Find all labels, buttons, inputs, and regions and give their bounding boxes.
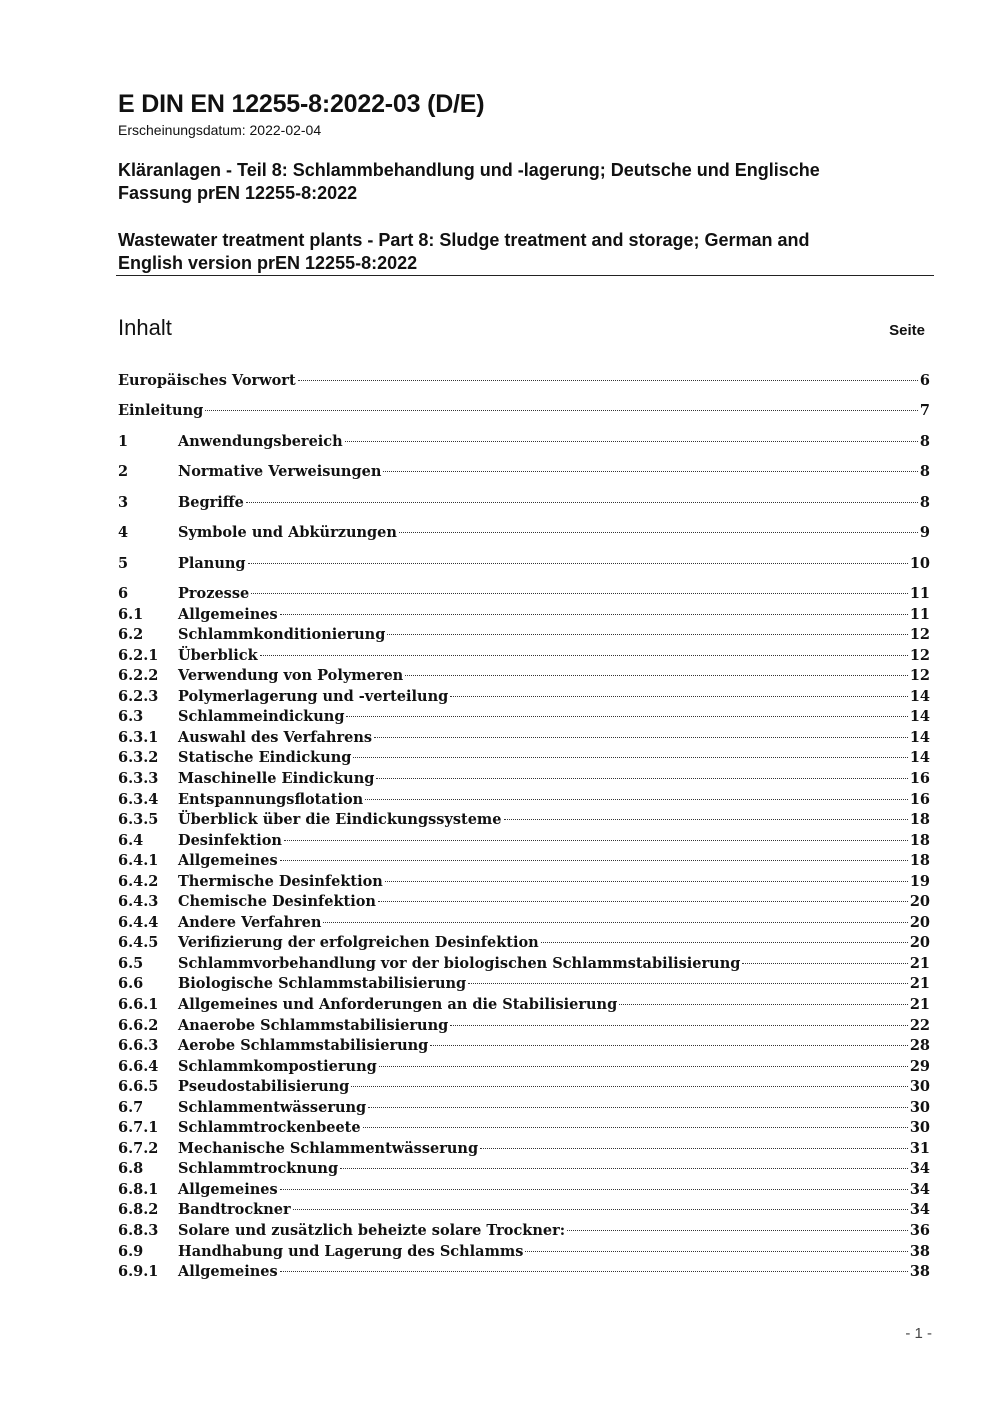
toc-entry[interactable] [118, 749, 930, 769]
toc-entry-number: 6.4.2 [118, 873, 159, 890]
toc-entry-number: 6.3 [118, 708, 144, 725]
toc-entry[interactable] [118, 1119, 930, 1139]
toc-dot-leader [293, 1209, 908, 1210]
toc-entry-page: 14 [909, 688, 930, 705]
toc-entry-number: 6.3.5 [118, 811, 159, 828]
publication-date: Erscheinungsdatum: 2022-02-04 [118, 122, 322, 138]
toc-entry-page: 7 [919, 402, 930, 419]
toc-entry[interactable] [118, 1099, 930, 1119]
toc-entry-number: 6.7 [118, 1099, 144, 1116]
toc-entry-number: 6 [118, 585, 129, 602]
toc-entry-title: Thermische Desinfektion [178, 873, 383, 890]
toc-entry-number: 6.3.3 [118, 770, 159, 787]
toc-entry-title: Biologische Schlammstabilisierung [178, 975, 467, 992]
toc-entry[interactable] [118, 1017, 930, 1037]
toc-entry-number: 6.9.1 [118, 1263, 159, 1280]
toc-entry-page: 8 [919, 463, 930, 480]
toc-entry-page: 30 [909, 1119, 930, 1136]
toc-entry-number: 6.4 [118, 832, 144, 849]
toc-entry-number: 6.4.3 [118, 893, 159, 910]
toc-entry-page: 18 [909, 811, 930, 828]
toc-entry-title: Planung [178, 555, 246, 572]
toc-entry-title: Schlammentwässerung [178, 1099, 367, 1116]
toc-entry[interactable] [118, 402, 930, 422]
toc-entry-page: 38 [909, 1243, 930, 1260]
toc-page-column-label: Seite [889, 322, 925, 339]
toc-entry-title: Maschinelle Eindickung [178, 770, 375, 787]
toc-dot-leader [405, 675, 908, 676]
toc-entry[interactable] [118, 729, 930, 749]
toc-entry-title: Handhabung und Lagerung des Schlamms [178, 1243, 524, 1260]
toc-entry-title: Schlammkonditionierung [178, 626, 386, 643]
toc-entry-page: 38 [909, 1263, 930, 1280]
toc-entry-page: 11 [909, 585, 930, 602]
toc-entry[interactable] [118, 626, 930, 646]
toc-entry-page: 8 [919, 494, 930, 511]
toc-dot-leader [280, 1189, 908, 1190]
toc-dot-leader [387, 634, 907, 635]
toc-entry-title: Prozesse [178, 585, 250, 602]
toc-entry[interactable] [118, 1181, 930, 1201]
toc-entry-page: 12 [909, 667, 930, 684]
toc-dot-leader [376, 778, 907, 779]
toc-entry-title: Verifizierung der erfolgreichen Desinfektion [178, 934, 539, 951]
toc-dot-leader [363, 1127, 908, 1128]
toc-entry[interactable] [118, 770, 930, 790]
toc-entry-title: Bandtrockner [178, 1201, 291, 1218]
toc-dot-leader [284, 840, 908, 841]
toc-entry-title: Schlammtrocknung [178, 1160, 339, 1177]
toc-entry-title: Allgemeines und Anforderungen an die Stabilisierung [178, 996, 618, 1013]
toc-entry-title: Allgemeines [178, 1263, 278, 1280]
toc-entry-page: 20 [909, 893, 930, 910]
toc-entry-page: 21 [909, 955, 930, 972]
toc-dot-leader [248, 563, 908, 564]
toc-entry[interactable] [118, 667, 930, 687]
toc-entry-title: Einleitung [118, 402, 204, 419]
toc-entry[interactable] [118, 1160, 930, 1180]
toc-entry-page: 34 [909, 1160, 930, 1177]
toc-entry-page: 8 [919, 433, 930, 450]
toc-entry[interactable] [118, 1037, 930, 1057]
toc-entry[interactable] [118, 1222, 930, 1242]
toc-entry-title: Mechanische Schlammentwässerung [178, 1140, 479, 1157]
toc-dot-leader [385, 881, 908, 882]
toc-entry-page: 21 [909, 975, 930, 992]
toc-entry-page: 28 [909, 1037, 930, 1054]
toc-entry-number: 6.8.3 [118, 1222, 159, 1239]
toc-entry[interactable] [118, 606, 930, 626]
toc-entry-page: 30 [909, 1099, 930, 1116]
toc-dot-leader [260, 655, 908, 656]
toc-entry[interactable] [118, 873, 930, 893]
toc-entry-title: Begriffe [178, 494, 244, 511]
toc-entry-page: 12 [909, 626, 930, 643]
toc-entry-title: Schlammkompostierung [178, 1058, 377, 1075]
toc-entry-number: 6.8.1 [118, 1181, 159, 1198]
toc-entry-number: 6.8 [118, 1160, 144, 1177]
toc-dot-leader [504, 819, 908, 820]
toc-entry[interactable] [118, 524, 930, 544]
toc-entry-number: 6.4.5 [118, 934, 159, 951]
toc-entry-page: 12 [909, 647, 930, 664]
toc-entry[interactable] [118, 811, 930, 831]
toc-entry[interactable] [118, 934, 930, 954]
toc-entry-page: 30 [909, 1078, 930, 1095]
title-german-line-2: Fassung prEN 12255-8:2022 [118, 183, 358, 203]
toc-dot-leader [450, 1025, 908, 1026]
toc-dot-leader [368, 1107, 908, 1108]
toc-entry-number: 1 [118, 433, 129, 450]
toc-entry[interactable] [118, 494, 930, 514]
toc-dot-leader [399, 532, 918, 533]
toc-entry[interactable] [118, 975, 930, 995]
doc-id: E DIN EN 12255-8:2022-03 (D/E) [118, 90, 485, 118]
toc-entry-title: Anwendungsbereich [178, 433, 343, 450]
toc-entry[interactable] [118, 852, 930, 872]
header-divider [116, 275, 934, 276]
toc-dot-leader [430, 1045, 908, 1046]
toc-entry-page: 14 [909, 708, 930, 725]
toc-entry-title: Überblick über die Eindickungssysteme [178, 811, 502, 828]
toc-dot-leader [525, 1251, 907, 1252]
toc-dot-leader [450, 696, 908, 697]
toc-entry[interactable] [118, 893, 930, 913]
toc-entry-number: 6.6 [118, 975, 144, 992]
toc-entry[interactable] [118, 1201, 930, 1221]
toc-entry-page: 16 [909, 791, 930, 808]
toc-entry[interactable] [118, 955, 930, 975]
toc-entry-page: 11 [909, 606, 930, 623]
toc-dot-leader [541, 942, 908, 943]
toc-entry-number: 6.6.3 [118, 1037, 159, 1054]
toc-entry-page: 14 [909, 749, 930, 766]
toc-entry-title: Chemische Desinfektion [178, 893, 376, 910]
toc-entry[interactable] [118, 555, 930, 575]
toc-entry-page: 29 [909, 1058, 930, 1075]
title-english [118, 229, 918, 275]
toc-dot-leader [280, 614, 908, 615]
toc-entry-title: Schlammvorbehandlung vor der biologischen Schlammstabilisierung [178, 955, 741, 972]
toc-dot-leader [246, 502, 918, 503]
toc-entry-title: Andere Verfahren [178, 914, 322, 931]
toc-dot-leader [383, 471, 918, 472]
toc-dot-leader [280, 1271, 908, 1272]
toc-entry-title: Polymerlagerung und -verteilung [178, 688, 449, 705]
toc-entry-title: Anaerobe Schlammstabilisierung [178, 1017, 449, 1034]
toc-entry-page: 6 [919, 372, 930, 389]
toc-entry-number: 6.6.5 [118, 1078, 159, 1095]
toc-entry-number: 6.2.1 [118, 647, 159, 664]
toc-entry-page: 20 [909, 914, 930, 931]
title-english-line-2: English version prEN 12255-8:2022 [118, 253, 418, 273]
toc-entry-page: 31 [909, 1140, 930, 1157]
toc-entry[interactable] [118, 708, 930, 728]
toc-entry-title: Entspannungsflotation [178, 791, 364, 808]
toc-entry[interactable] [118, 791, 930, 811]
toc-entry-title: Schlammtrockenbeete [178, 1119, 361, 1136]
toc-dot-leader [346, 716, 907, 717]
toc-dot-leader [468, 983, 908, 984]
toc-entry[interactable] [118, 433, 930, 453]
toc-entry-number: 6.9 [118, 1243, 144, 1260]
toc-entry[interactable] [118, 1058, 930, 1078]
title-german-line-1: Kläranlagen - Teil 8: Schlammbehandlung und -lagerung; Deutsche und Englische [118, 160, 820, 180]
toc-entry-title: Normative Verweisungen [178, 463, 382, 480]
toc-dot-leader [480, 1148, 908, 1149]
toc-dot-leader [378, 901, 908, 902]
toc-entry-title: Aerobe Schlammstabilisierung [178, 1037, 429, 1054]
toc-entry-page: 34 [909, 1181, 930, 1198]
toc-entry-number: 6.6.2 [118, 1017, 159, 1034]
title-english-line-1: Wastewater treatment plants - Part 8: Sludge treatment and storage; German and [118, 230, 810, 250]
toc-entry-page: 18 [909, 852, 930, 869]
toc-entry-title: Allgemeines [178, 852, 278, 869]
toc-entry-title: Verwendung von Polymeren [178, 667, 404, 684]
toc-entry[interactable] [118, 463, 930, 483]
toc-entry-page: 14 [909, 729, 930, 746]
toc-entry[interactable] [118, 688, 930, 708]
toc-dot-leader [742, 963, 907, 964]
toc-entry-title: Allgemeines [178, 606, 278, 623]
page-number: - 1 - [905, 1325, 932, 1342]
toc-entry[interactable] [118, 585, 930, 605]
toc-entry[interactable] [118, 1243, 930, 1263]
toc-entry-page: 22 [909, 1017, 930, 1034]
toc-entry-title: Auswahl des Verfahrens [178, 729, 373, 746]
toc-entry-number: 6.6.4 [118, 1058, 159, 1075]
toc-entry-title: Überblick [178, 647, 258, 664]
toc-entry-number: 6.2.3 [118, 688, 159, 705]
toc-entry-number: 6.3.1 [118, 729, 159, 746]
toc-entry[interactable] [118, 832, 930, 852]
toc-entry-number: 6.8.2 [118, 1201, 159, 1218]
toc-entry-title: Europäisches Vorwort [118, 372, 296, 389]
toc-entry-number: 6.4.1 [118, 852, 159, 869]
toc-entry[interactable] [118, 1263, 930, 1283]
toc-dot-leader [298, 380, 918, 381]
toc-entry[interactable] [118, 1140, 930, 1160]
toc-entry-page: 10 [909, 555, 930, 572]
toc-entry[interactable] [118, 647, 930, 667]
toc-dot-leader [280, 860, 908, 861]
toc-entry-number: 6.7.1 [118, 1119, 159, 1136]
toc-dot-leader [205, 410, 918, 411]
toc-entry-number: 3 [118, 494, 129, 511]
toc-entry-page: 18 [909, 832, 930, 849]
toc-entry-number: 5 [118, 555, 129, 572]
toc-dot-leader [619, 1004, 908, 1005]
toc-dot-leader [374, 737, 908, 738]
toc-entry-title: Pseudostabilisierung [178, 1078, 350, 1095]
toc-dot-leader [345, 441, 918, 442]
toc-entry-page: 16 [909, 770, 930, 787]
toc-entry-number: 6.2 [118, 626, 144, 643]
toc-entry-number: 6.2.2 [118, 667, 159, 684]
toc-entry-page: 21 [909, 996, 930, 1013]
toc-entry-page: 20 [909, 934, 930, 951]
toc-entry-number: 2 [118, 463, 129, 480]
toc-dot-leader [379, 1066, 908, 1067]
toc-entry-number: 6.3.4 [118, 791, 159, 808]
title-german [118, 159, 918, 205]
toc-entry-title: Solare und zusätzlich beheizte solare Trockner: [178, 1222, 566, 1239]
toc-entry-number: 6.7.2 [118, 1140, 159, 1157]
toc-entry-number: 6.4.4 [118, 914, 159, 931]
toc-dot-leader [351, 1086, 907, 1087]
toc-entry-number: 6.6.1 [118, 996, 159, 1013]
toc-dot-leader [251, 593, 908, 594]
toc-entry-title: Statische Eindickung [178, 749, 352, 766]
toc-entry-number: 6.5 [118, 955, 144, 972]
toc-entry-number: 4 [118, 524, 129, 541]
toc-entry[interactable] [118, 914, 930, 934]
toc-dot-leader [365, 799, 908, 800]
toc-entry-title: Allgemeines [178, 1181, 278, 1198]
toc-dot-leader [353, 757, 907, 758]
toc-entry-page: 34 [909, 1201, 930, 1218]
toc-dot-leader [340, 1168, 908, 1169]
toc-entry[interactable] [118, 1078, 930, 1098]
toc-entry-page: 9 [919, 524, 930, 541]
toc-entry[interactable] [118, 372, 930, 392]
toc-entry-title: Desinfektion [178, 832, 282, 849]
toc-dot-leader [567, 1230, 908, 1231]
toc-dot-leader [323, 922, 907, 923]
toc-entry-page: 36 [909, 1222, 930, 1239]
toc-entry-title: Symbole und Abkürzungen [178, 524, 397, 541]
toc-entry-number: 6.3.2 [118, 749, 159, 766]
toc-entry-title: Schlammeindickung [178, 708, 345, 725]
toc-entry[interactable] [118, 996, 930, 1016]
toc-entry-page: 19 [909, 873, 930, 890]
toc-heading: Inhalt [118, 315, 172, 340]
toc-entry-number: 6.1 [118, 606, 144, 623]
